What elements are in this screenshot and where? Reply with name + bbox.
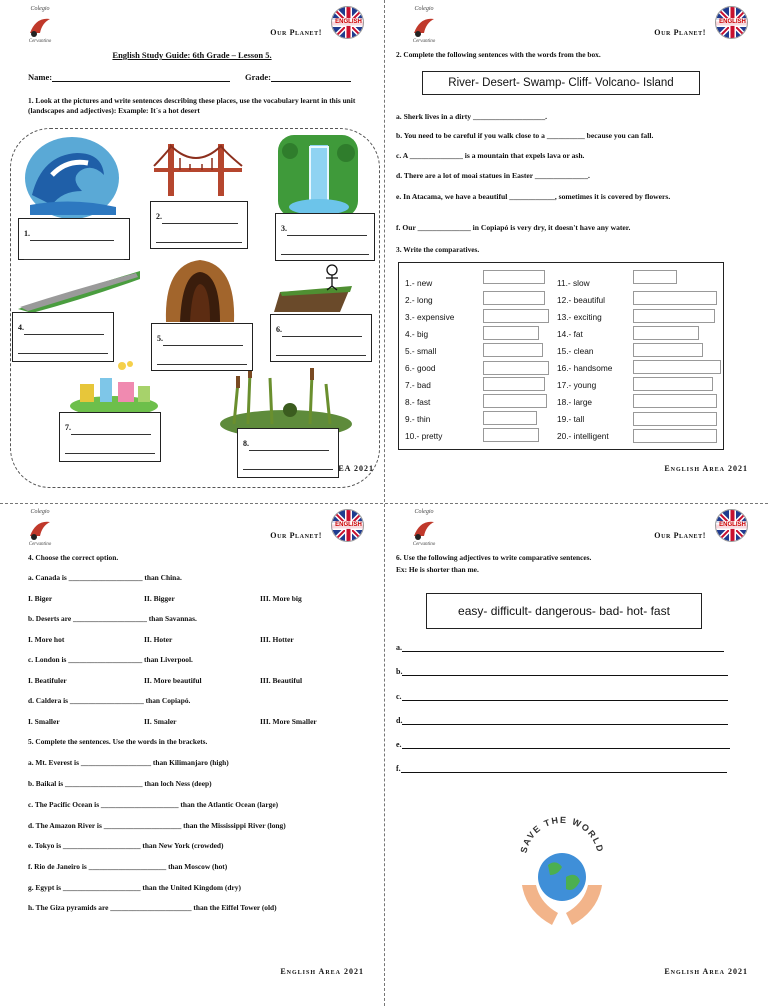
instruction-2: 2. Complete the following sentences with the words from the box. <box>396 50 601 59</box>
comparative-line-a[interactable]: a. <box>396 643 724 652</box>
adjective-label: 5.- small <box>405 346 437 356</box>
word-box-landscapes: River- Desert- Swamp- Cliff- Volcano- Island <box>422 71 700 95</box>
sentence-c: c. A ______________ is a mountain that expels lava or ash. <box>396 151 585 160</box>
wave-picture-icon <box>22 135 122 221</box>
adjective-label: 20.- intelligent <box>557 431 609 441</box>
cave-picture-icon <box>162 256 238 324</box>
guide-title: English Study Guide: 6th Grade – Lesson 5. <box>112 50 272 60</box>
bracket-sentence-a: a. Mt. Everest is ___________________ than Kilimanjaro (high) <box>28 758 229 767</box>
option[interactable]: III. Beautiful <box>260 676 303 685</box>
option[interactable]: III. More Smaller <box>260 717 317 726</box>
example-sentence: Ex: He is shorter than me. <box>396 565 479 574</box>
adjective-label: 13.- exciting <box>557 312 602 322</box>
answer-box-8[interactable]: 8. <box>237 428 339 478</box>
option[interactable]: II. More beautiful <box>144 676 202 685</box>
comparative-line-f[interactable]: f. <box>396 764 727 773</box>
comparative-input-2[interactable] <box>483 291 545 305</box>
school-logo: Colegio Cervantino <box>406 6 442 46</box>
bracket-sentence-b: b. Baikal is _____________________ than loch Ness (deep) <box>28 779 212 788</box>
comparative-input-10[interactable] <box>483 428 539 442</box>
english-flag-icon: ENGLISH <box>331 6 364 39</box>
adjective-label: 6.- good <box>405 363 436 373</box>
comparative-input-13[interactable] <box>633 309 715 323</box>
comparative-input-8[interactable] <box>483 394 547 408</box>
sentence-b: b. You need to be careful if you walk close to a __________ because you can fall. <box>396 131 654 140</box>
sentence-f: f. Our ______________ in Copiapó is very dry, it doesn't have any water. <box>396 223 631 232</box>
adjective-label: 10.- pretty <box>405 431 443 441</box>
logo-emblem-icon <box>26 516 54 542</box>
option[interactable]: I. Beatifuler <box>28 676 67 685</box>
comparative-line-c[interactable]: c. <box>396 692 728 701</box>
comparative-input-17[interactable] <box>633 377 713 391</box>
page-footer: English Area 2021 <box>664 967 748 976</box>
school-logo: Colegio Cervantino <box>406 509 442 549</box>
comparative-input-12[interactable] <box>633 291 717 305</box>
sentence-d: d. There are a lot of moai statues in Easter ______________. <box>396 171 590 180</box>
adjective-label: 14.- fat <box>557 329 583 339</box>
page-4 <box>384 503 768 1006</box>
answer-box-1[interactable]: 1. <box>18 218 130 260</box>
page-footer: English Area 2021 <box>664 464 748 473</box>
question-d: d. Caldera is ____________________ than Copiapó. <box>28 696 191 705</box>
adjective-label: 12.- beautiful <box>557 295 605 305</box>
comparatives-table <box>398 262 724 450</box>
comparative-line-d[interactable]: d. <box>396 716 728 725</box>
comparative-input-18[interactable] <box>633 394 717 408</box>
option[interactable]: III. Hotter <box>260 635 294 644</box>
bracket-sentence-e: e. Tokyo is _____________________ than New York (crowded) <box>28 841 224 850</box>
option[interactable]: II. Bigger <box>144 594 175 603</box>
road-picture-icon <box>14 265 144 313</box>
comparative-input-11[interactable] <box>633 270 677 284</box>
option[interactable]: III. More big <box>260 594 302 603</box>
bridge-picture-icon <box>150 136 246 198</box>
cliff-picture-icon <box>270 262 360 314</box>
park-picture-icon <box>66 360 162 418</box>
page-1-footer: EA 2021 <box>338 464 374 473</box>
comparative-input-14[interactable] <box>633 326 699 340</box>
comparative-input-16[interactable] <box>633 360 721 374</box>
answer-box-7[interactable]: 7. <box>59 412 161 462</box>
english-flag-icon: ENGLISH <box>715 6 748 39</box>
adjective-label: 2.- long <box>405 295 433 305</box>
adjective-label: 3.- expensive <box>405 312 455 322</box>
answer-box-3[interactable]: 3. <box>275 213 375 261</box>
english-flag-icon: ENGLISH <box>715 509 748 542</box>
english-flag-icon: ENGLISH <box>331 509 364 542</box>
school-logo: Colegio Cervantino <box>22 509 58 549</box>
page-footer: English Area 2021 <box>280 967 364 976</box>
option[interactable]: I. More hot <box>28 635 65 644</box>
adjective-label: 9.- thin <box>405 414 431 424</box>
comparative-input-19[interactable] <box>633 412 717 426</box>
question-b: b. Deserts are ____________________ than Savannas. <box>28 614 197 623</box>
instruction-1: 1. Look at the pictures and write sentences describing these places, use the vocabulary learnt in this unit (landscapes and adjectives): Example: It´s a hot desert <box>28 96 356 115</box>
page-header-title: Our Planet! <box>654 531 706 540</box>
page-3 <box>0 503 384 1006</box>
question-a: a. Canada is ____________________ than China. <box>28 573 182 582</box>
adjective-label: 16.- handsome <box>557 363 613 373</box>
adjective-label: 19.- tall <box>557 414 585 424</box>
comparative-input-6[interactable] <box>483 361 549 375</box>
page-header-title: Our Planet! <box>654 28 706 37</box>
bracket-sentence-d: d. The Amazon River is _____________________ than the Mississippi River (long) <box>28 821 286 830</box>
logo-emblem-icon <box>410 516 438 542</box>
instruction-6: 6. Use the following adjectives to write comparative sentences. <box>396 553 592 562</box>
bracket-sentence-c: c. The Pacific Ocean is _____________________ than the Atlantic Ocean (large) <box>28 800 279 809</box>
comparative-input-9[interactable] <box>483 411 537 425</box>
word-box-adjectives: easy- difficult- dangerous- bad- hot- fast <box>426 593 702 629</box>
answer-box-4[interactable]: 4. <box>12 312 114 362</box>
bracket-sentence-h: h. The Giza pyramids are ______________________ than the Eiffel Tower (old) <box>28 903 277 912</box>
adjective-label: 15.- clean <box>557 346 594 356</box>
option[interactable]: II. Smaler <box>144 717 177 726</box>
grade-field[interactable]: Grade: <box>245 72 351 82</box>
adjective-label: 11.- slow <box>557 278 590 288</box>
option[interactable]: I. Biger <box>28 594 53 603</box>
comparative-input-1[interactable] <box>483 270 545 284</box>
page-2 <box>384 0 768 503</box>
answer-box-6[interactable]: 6. <box>270 314 372 362</box>
question-c: c. London is ____________________ than Liverpool. <box>28 655 193 664</box>
svg-text:SAVE THE WORLD <box>518 815 605 854</box>
adjective-label: 8.- fast <box>405 397 431 407</box>
waterfall-picture-icon <box>276 133 360 219</box>
instruction-3: 3. Write the comparatives. <box>396 245 480 254</box>
adjective-label: 17.- young <box>557 380 597 390</box>
bracket-sentence-f: f. Rio de Janeiro is _____________________ than Moscow (hot) <box>28 862 228 871</box>
comparative-line-e[interactable]: e. <box>396 740 730 749</box>
comparative-input-4[interactable] <box>483 326 539 340</box>
option[interactable]: I. Smaller <box>28 717 60 726</box>
comparative-input-3[interactable] <box>483 309 549 323</box>
adjective-label: 18.- large <box>557 397 593 407</box>
save-the-world-icon <box>512 815 612 935</box>
comparative-input-5[interactable] <box>483 343 543 357</box>
logo-emblem-icon <box>26 13 54 39</box>
option[interactable]: II. Hoter <box>144 635 173 644</box>
bracket-sentence-g: g. Egypt is _____________________ than the United Kingdom (dry) <box>28 883 241 892</box>
comparative-input-20[interactable] <box>633 429 717 443</box>
page-header-title: Our Planet! <box>270 531 322 540</box>
sentence-e: e. In Atacama, we have a beautiful ____________, sometimes it is covered by flowers. <box>396 192 671 201</box>
save-the-world-label: SAVE THE WORLD <box>518 815 606 855</box>
page-header-title: Our Planet! <box>270 28 322 37</box>
comparative-input-7[interactable] <box>483 377 545 391</box>
page-1 <box>0 0 384 503</box>
adjective-label: 7.- bad <box>405 380 431 390</box>
answer-box-5[interactable]: 5. <box>151 323 253 371</box>
sentence-a: a. Sherk lives in a dirty ___________________. <box>396 112 548 121</box>
instruction-5: 5. Complete the sentences. Use the words in the brackets. <box>28 737 208 746</box>
adjective-label: 4.- big <box>405 329 429 339</box>
comparative-input-15[interactable] <box>633 343 703 357</box>
answer-box-2[interactable]: 2. <box>150 201 248 249</box>
school-logo: Colegio Cervantino <box>22 6 58 46</box>
instruction-4: 4. Choose the correct option. <box>28 553 119 562</box>
name-field[interactable]: Name: <box>28 72 230 82</box>
comparative-line-b[interactable]: b. <box>396 667 728 676</box>
adjective-label: 1.- new <box>405 278 433 288</box>
logo-emblem-icon <box>410 13 438 39</box>
